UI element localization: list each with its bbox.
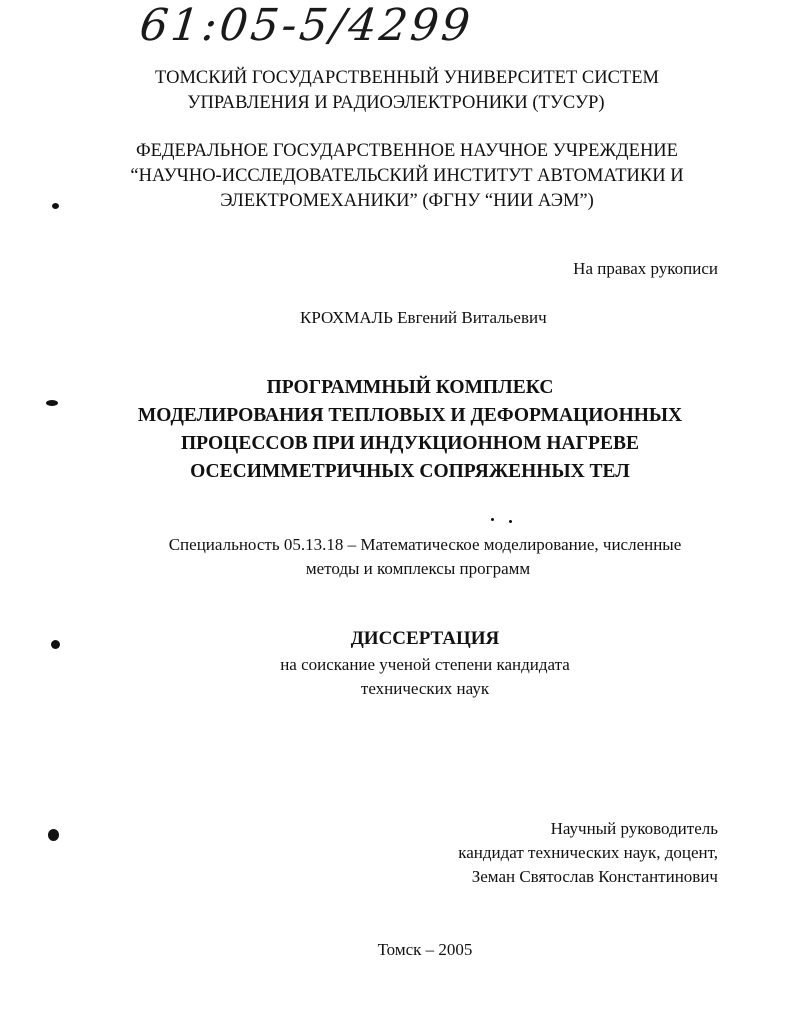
dissertation-title [0, 374, 792, 486]
institute-line: “НАУЧНО-ИССЛЕДОВАТЕЛЬСКИЙ ИНСТИТУТ АВТОМАТИКИ И [130, 166, 684, 186]
scan-speck [491, 518, 494, 521]
archive-mark: 61:05-5/4299 [137, 0, 476, 51]
place-year [0, 939, 792, 961]
university-header [0, 66, 792, 116]
scan-speck [48, 829, 59, 841]
degree-line: технических наук [360, 679, 490, 698]
author-name: КРОХМАЛЬ Евгений Витальевич [300, 308, 547, 327]
title-line: ПРОЦЕССОВ ПРИ ИНДУКЦИОННОМ НАГРЕВЕ [181, 433, 639, 454]
institute-line: ФЕДЕРАЛЬНОЕ ГОСУДАРСТВЕННОЕ НАУЧНОЕ УЧРЕЖДЕНИЕ [136, 141, 678, 161]
supervisor-block [458, 817, 718, 889]
specialty-line: Специальность 05.13.18 – Математическое моделирование, численные [168, 535, 682, 554]
institute-line: ЭЛЕКТРОМЕХАНИКИ” (ФГНУ “НИИ АЭМ”) [220, 191, 594, 211]
institute-header [0, 139, 792, 214]
supervisor-line: кандидат технических наук, доцент, [458, 843, 718, 862]
specialty [0, 533, 792, 581]
scan-speck [51, 640, 60, 649]
scan-speck [509, 520, 512, 523]
university-line: УПРАВЛЕНИЯ И РАДИОЭЛЕКТРОНИКИ (ТУСУР) [187, 93, 605, 113]
degree-description [0, 653, 792, 701]
title-line: ОСЕСИММЕТРИЧНЫХ СОПРЯЖЕННЫХ ТЕЛ [190, 461, 630, 482]
specialty-line: методы и комплексы программ [305, 559, 531, 578]
supervisor-line: Научный руководитель [550, 819, 718, 838]
dissertation-heading-text: ДИССЕРТАЦИЯ [350, 628, 500, 649]
dissertation-heading [0, 628, 792, 650]
place-year-text: Томск – 2005 [377, 940, 473, 959]
scan-speck [46, 400, 58, 406]
title-line: ПРОГРАММНЫЙ КОМПЛЕКС [266, 377, 554, 398]
degree-line: на соискание ученой степени кандидата [280, 655, 570, 674]
scan-speck [52, 203, 59, 209]
supervisor-line: Земан Святослав Константинович [471, 867, 718, 886]
university-line: ТОМСКИЙ ГОСУДАРСТВЕННЫЙ УНИВЕРСИТЕТ СИСТЕМ [155, 68, 659, 88]
title-line: МОДЕЛИРОВАНИЯ ТЕПЛОВЫХ И ДЕФОРМАЦИОННЫХ [137, 405, 683, 426]
manuscript-note: На правах рукописи [573, 259, 718, 278]
